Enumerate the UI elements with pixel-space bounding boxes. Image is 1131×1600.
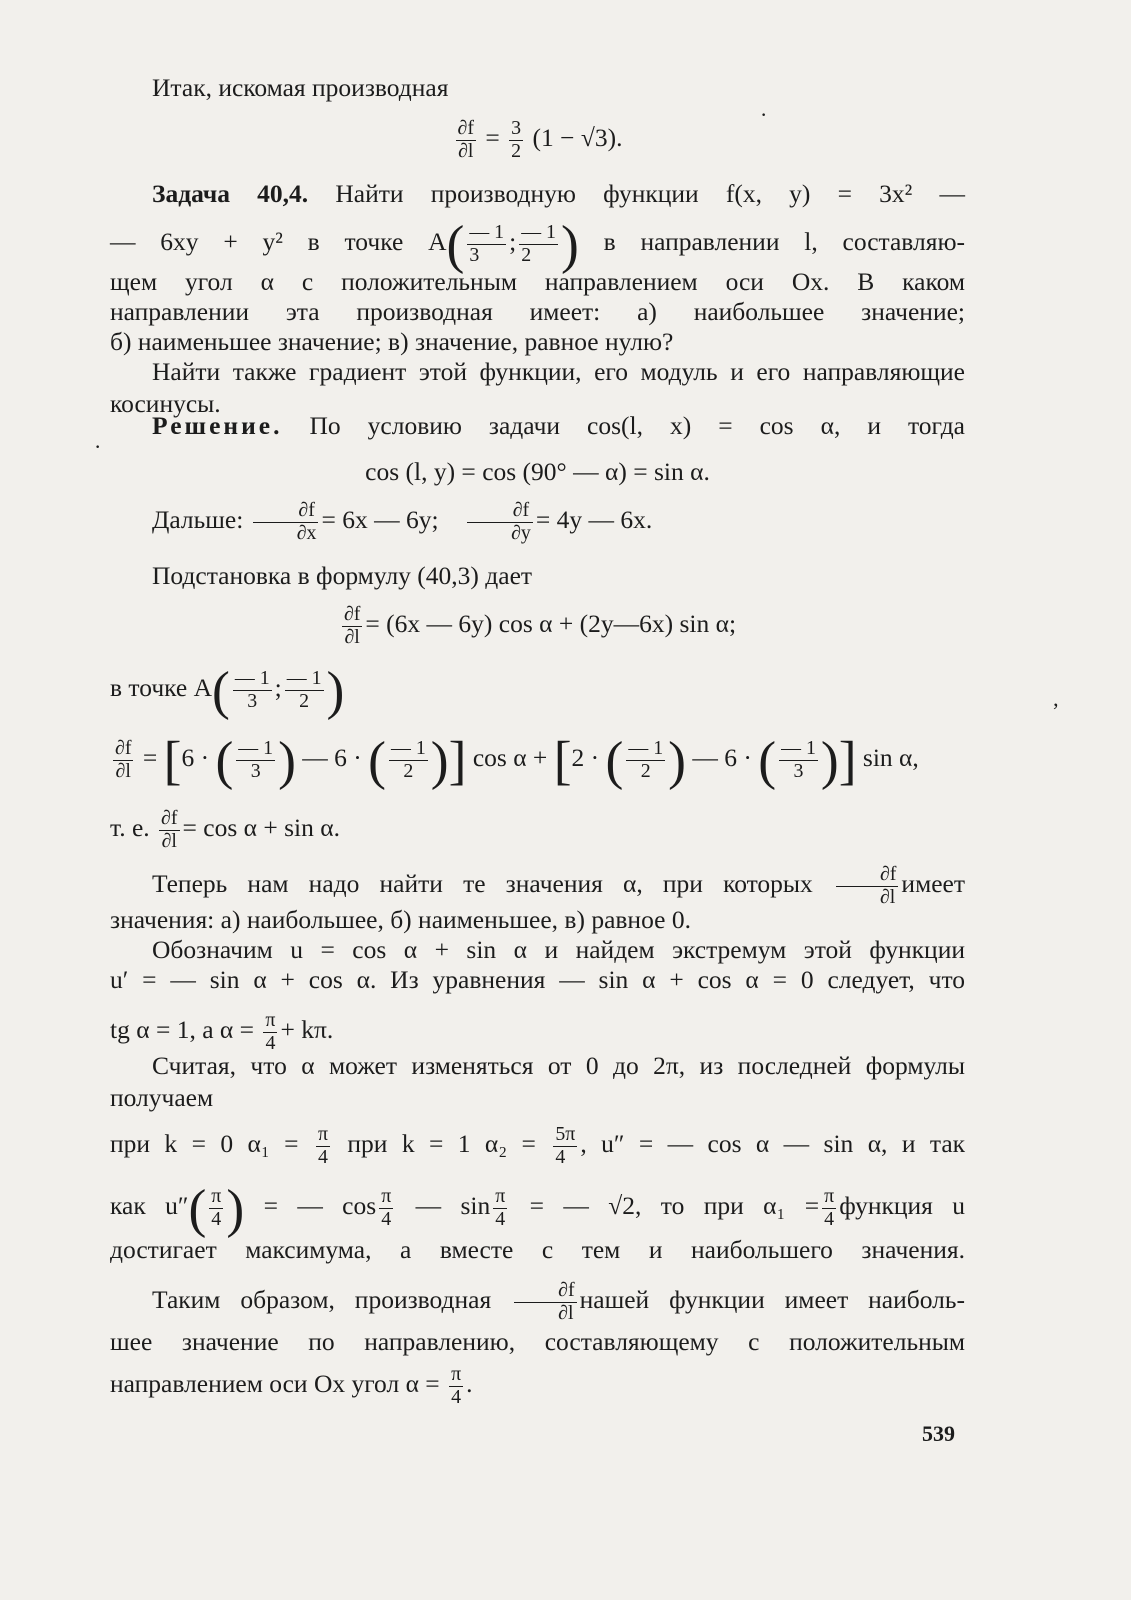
fraction-pi-4-g: $\frac{\pi}{4}$ — [451, 1363, 462, 1408]
fraction-c4: $\frac{— 1}{3}$ — [781, 737, 816, 782]
fraction-c1: $\frac{— 1}{3}$ — [238, 737, 274, 782]
task-line1-text: Найти производную функции f(x, y) = 3x² — — [335, 179, 965, 208]
fraction-df-dl: $\frac{\partial f}{\partial l}$ — [457, 117, 474, 162]
denote-line2-text: u′ = — sin α + cos α. Из уравнения — sin α + cos α = 0 следует, что — [110, 965, 965, 994]
scan-speck: ‚ — [1052, 686, 1060, 711]
fraction-df-dl-6: $\frac{\partial f}{\partial l}$ — [514, 1280, 576, 1325]
eq-long-2: — 6 · — [302, 743, 362, 773]
tg-line — [110, 1010, 965, 1055]
eq-long-4: 2 · — [571, 743, 600, 773]
thus-line2-text: шее значение по направлению, составляющему с положительным — [110, 1327, 965, 1356]
subst-text: Подстановка в формулу (40,3) дает — [152, 561, 533, 590]
task-line3-text: щем угол α с положительным направлением оси Ox. В каком — [110, 267, 965, 296]
tg-b: + kπ. — [280, 1015, 334, 1045]
fraction-neg-1-3-b: $\frac{— 1}{3}$ — [234, 667, 270, 712]
fraction-c3: $\frac{— 1}{2}$ — [628, 737, 664, 782]
intro-text: Итак, искомая производная — [152, 73, 449, 102]
fraction-df-dy: $\frac{\partial f}{\partial y}$ — [467, 500, 533, 545]
when-line — [110, 1124, 965, 1169]
task-line-3 — [110, 266, 965, 298]
fraction-df-dx: $\frac{\partial f}{\partial x}$ — [253, 500, 319, 545]
task-line2b: в направлении l, составляю- — [603, 227, 966, 257]
thus-a: Таким образом, производная — [152, 1285, 492, 1315]
eq-cos-text: cos (l, y) = cos (90° — α) = sin α. — [365, 457, 710, 486]
intro-line — [110, 72, 965, 104]
fraction-5pi-4: $\frac{5\pi}{4}$ — [555, 1123, 576, 1168]
at-point-line: в точке A( $\frac{— 1}{3}$ ; $\frac{— 1}{2}$ ) — [110, 660, 345, 721]
fraction-df-dl-2: $\frac{\partial f}{\partial l}$ — [343, 603, 361, 648]
fraction-pi-4-b: $\frac{\pi}{4}$ — [317, 1123, 328, 1168]
fraction-neg-1-2-b: $\frac{— 1}{2}$ — [286, 667, 322, 712]
subst-line — [110, 560, 965, 592]
now-a: Теперь нам надо найти те значения α, при которых — [152, 869, 813, 899]
ie-line — [110, 808, 965, 853]
assume-line — [110, 1050, 965, 1114]
scan-speck: · — [760, 102, 768, 127]
fraction-neg-1-2: $\frac{— 1}{2}$ — [521, 221, 556, 266]
equation-result: $\frac{\partial f}{\partial l}$ = $\frac{3}{2}$ (1 − √3). — [457, 117, 623, 162]
further-label: Дальше: — [152, 505, 244, 535]
fraction-pi-4-f: $\frac{\pi}{4}$ — [824, 1185, 835, 1230]
eq-long-5: — 6 · — [692, 743, 752, 773]
equation-long: $\frac{\partial f}{\partial l}$ = [6 · ( $\frac{— 1}{3}$ ) — 6 · ( $\frac{— 1}{2}$ )] cos α + [2 · ( $\frac{— 1}{2}$ ) — 6 · ( $\frac{— 1}{3}$ )] sin α, — [115, 730, 919, 791]
solution-text: По условию задачи cos(l, x) = cos α, и тогда — [309, 411, 965, 440]
task-label: Задача 40,4. — [152, 179, 309, 208]
reaches-text: достигает максимума, а вместе с тем и наибольшего значения. — [110, 1235, 965, 1264]
denote-line1-text: Обозначим u = cos α + sin α и найдем экстремум этой функции — [152, 935, 965, 964]
fraction-pi-4-e: $\frac{\pi}{4}$ — [495, 1185, 506, 1230]
task-line5-text: б) наименьшее значение; в) значение, равное нулю? — [110, 327, 674, 356]
equation-cos-ly — [110, 456, 965, 488]
assume-text: Считая, что α может изменяться от 0 до 2π, из последней формулы получаем — [110, 1051, 965, 1112]
thus-line3a: направлением оси Ox угол α = — [110, 1369, 440, 1399]
fraction-neg-1-3: $\frac{— 1}{3}$ — [469, 221, 505, 266]
eq-long-6: sin α, — [862, 743, 919, 773]
as-d: = — √2, то при α₁ = — [529, 1191, 820, 1221]
reaches-line — [110, 1234, 965, 1266]
thus-line-3: направлением оси Ox угол α = $\frac{\pi}{4}$ . — [110, 1363, 473, 1408]
task-line-4 — [110, 296, 965, 328]
partials-line — [110, 500, 965, 545]
fraction-pi-4-d: $\frac{\pi}{4}$ — [381, 1185, 392, 1230]
task-line-2: — 6xy + y² в точке A( $\frac{— 1}{3}$ ; $\frac{— 1}{2}$ ) в направлении l, составляю- — [110, 214, 966, 275]
task-line4-text: направлении эта производная имеет: а) наибольшее значение; — [110, 297, 965, 326]
thus-b: нашей функции имеет наиболь- — [579, 1285, 965, 1315]
task-line-5 — [110, 326, 965, 358]
denote-line-1 — [110, 934, 965, 966]
fraction-c2: $\frac{— 1}{2}$ — [391, 737, 426, 782]
thus-line-2 — [110, 1326, 965, 1358]
eq1-rhs: (1 − √3). — [532, 123, 623, 153]
dfdx-rhs: = 6x — 6y; — [321, 505, 439, 535]
ie-rhs: = cos α + sin α. — [182, 813, 340, 843]
ie-text: т. е. — [110, 813, 150, 843]
fraction-df-dl-5: $\frac{\partial f}{\partial l}$ — [836, 864, 898, 909]
dfdy-rhs: = 4y — 6x. — [535, 505, 653, 535]
now-line-1 — [110, 864, 965, 909]
fraction-df-dl-3: $\frac{\partial f}{\partial l}$ — [115, 737, 132, 782]
as-b: = — cos — [263, 1191, 377, 1221]
page-number: 539 — [922, 1421, 955, 1446]
eq-long-1: 6 · — [181, 743, 210, 773]
fraction-df-dl-4: $\frac{\partial f}{\partial l}$ — [161, 807, 178, 852]
eq-dl-rhs: = (6x — 6y) cos α + (2y—6x) sin α; — [365, 609, 737, 639]
when-b: при k = 1 α₂ = — [347, 1129, 536, 1159]
task-also-text: Найти также градиент этой функции, его модуль и его направляющие косинусы. — [110, 357, 965, 418]
task-line-1 — [110, 178, 965, 210]
scan-speck: · — [94, 434, 102, 459]
as-e: функция u — [839, 1191, 966, 1221]
when-a: при k = 0 α₁ = — [110, 1129, 299, 1159]
task-line2a: — 6xy + y² в точке A — [110, 227, 447, 257]
fraction-3-2: $\frac{3}{2}$ — [511, 117, 522, 162]
at-point-text: в точке A — [110, 673, 212, 703]
thus-line-1 — [110, 1280, 965, 1325]
tg-a: tg α = 1, а α = — [110, 1015, 255, 1045]
solution-label: Решение. — [152, 411, 283, 440]
now-b: имеет — [901, 869, 965, 899]
now-line-2 — [110, 904, 965, 936]
solution-line — [110, 410, 965, 442]
denote-line-2 — [110, 964, 965, 996]
equation-df-dl — [110, 604, 965, 649]
when-c: , u″ = — cos α — sin α, и так — [580, 1129, 966, 1159]
eq-long-3: cos α + — [472, 743, 548, 773]
fraction-pi-4-c: $\frac{\pi}{4}$ — [211, 1185, 222, 1230]
as-line: как u″( $\frac{\pi}{4}$ ) = — cos $\frac{\pi}{4}$ — sin $\frac{\pi}{4}$ = — √2, то при α₁ = $\frac{\pi}{4}$ функция u — [110, 1178, 966, 1239]
as-a: как u″ — [110, 1191, 189, 1221]
now-line2-text: значения: а) наибольшее, б) наименьшее, в) равное 0. — [110, 905, 691, 934]
as-c: — sin — [415, 1191, 491, 1221]
fraction-pi-4: $\frac{\pi}{4}$ — [265, 1009, 276, 1054]
